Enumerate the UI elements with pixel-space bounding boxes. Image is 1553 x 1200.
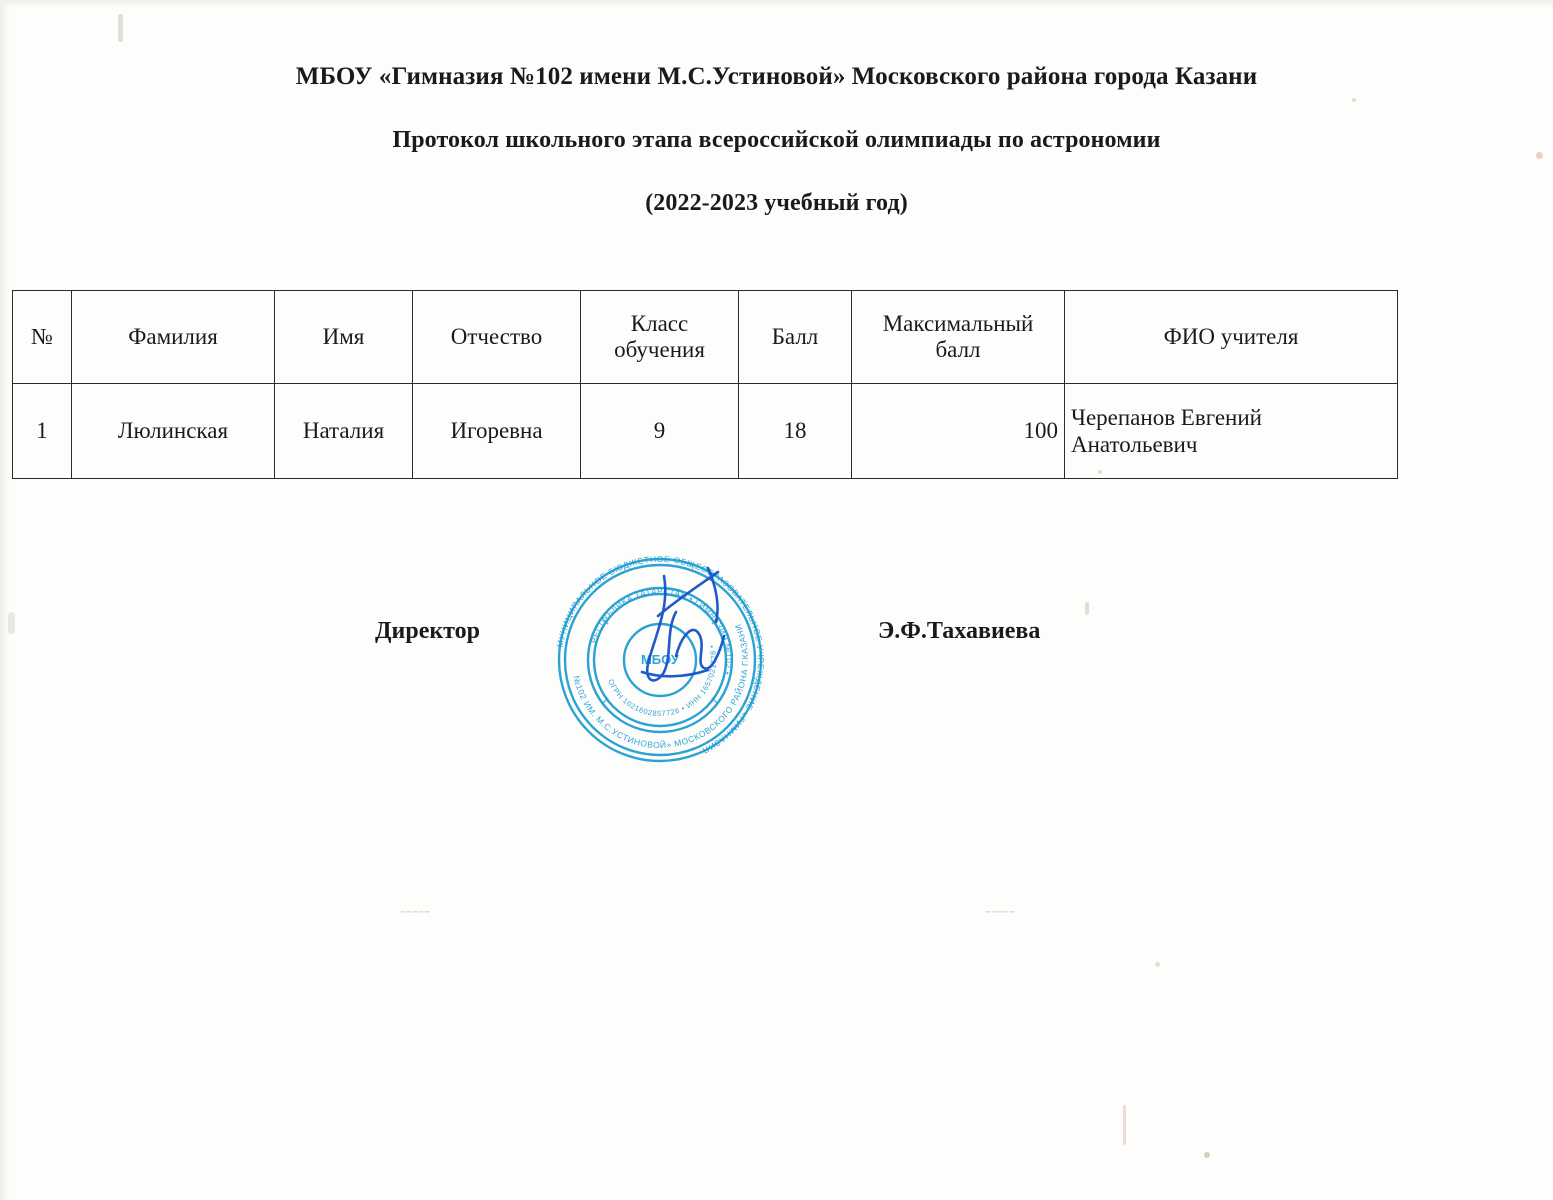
scan-speck [1204,1152,1210,1158]
column-header-number: № [13,291,72,384]
scan-speck [1085,602,1089,615]
column-header-surname: Фамилия [72,291,275,384]
column-header-score: Балл [739,291,852,384]
academic-year: (2022-2023 учебный год) [645,189,908,216]
column-header-teacher: ФИО учителя [1065,291,1398,384]
document-header [0,62,1553,218]
svg-text:МУНИЦИПАЛЬНОЕ БЮДЖЕТНОЕ ОБЩЕОБ: МУНИЦИПАЛЬНОЕ БЮДЖЕТНОЕ ОБЩЕОБРАЗОВАТЕЛЬНОЕ УЧРЕЖДЕНИЕ «ГИМНАЗИЯ [554,553,767,757]
cell-max-score: 100 [852,384,1065,479]
svg-text:ОГРН 1021602857726 • ИНН 16570: ОГРН 1021602857726 • ИНН 1657021728 • [606,643,719,719]
scan-speck [118,14,123,42]
column-header-firstname: Имя [275,291,413,384]
scan-faint-mark: ----- [400,900,430,920]
cell-number: 1 [13,384,72,479]
cell-grade: 9 [581,384,739,479]
scan-speck [1155,962,1160,967]
cell-patronymic: Игоревна [413,384,581,479]
svg-text:МБОУ: МБОУ [640,652,680,667]
cell-score: 18 [739,384,852,479]
table-header-row [13,291,1398,384]
school-title: МБОУ «Гимназия №102 имени М.С.Устиновой» Московского района города Казани [295,63,1258,90]
cell-surname: Люлинская [72,384,275,479]
scan-faint-mark: ----- [985,900,1015,920]
svg-text:№102 ИМ. М.С.УСТИНОВОЙ» МОСКОВ: №102 ИМ. М.С.УСТИНОВОЙ» МОСКОВСКОГО РАЙОНА Г.КАЗАНИ [571,622,751,751]
column-header-patronymic: Отчество [413,291,581,384]
scan-speck [1123,1105,1126,1145]
table-row [13,384,1398,479]
column-header-grade: Класс обучения [581,291,739,384]
signature-role: Директор [375,618,480,644]
cell-teacher: Черепанов Евгений Анатольевич [1065,384,1398,479]
signature-person: Э.Ф.Тахавиева [878,618,1041,644]
signature-block [0,618,1553,658]
cell-firstname: Наталия [275,384,413,479]
protocol-table [12,290,1398,479]
scan-edge-top [0,0,1553,8]
svg-text:РЕСПУБЛИКА ТАТАРСТАН • ГИМНАЗИ: РЕСПУБЛИКА ТАТАРСТАН • ГИМНАЗИЯ №102 • [589,586,734,676]
column-header-max-score: Максимальный балл [852,291,1065,384]
protocol-subtitle: Протокол школьного этапа всероссийской олимпиады по астрономии [392,127,1161,153]
